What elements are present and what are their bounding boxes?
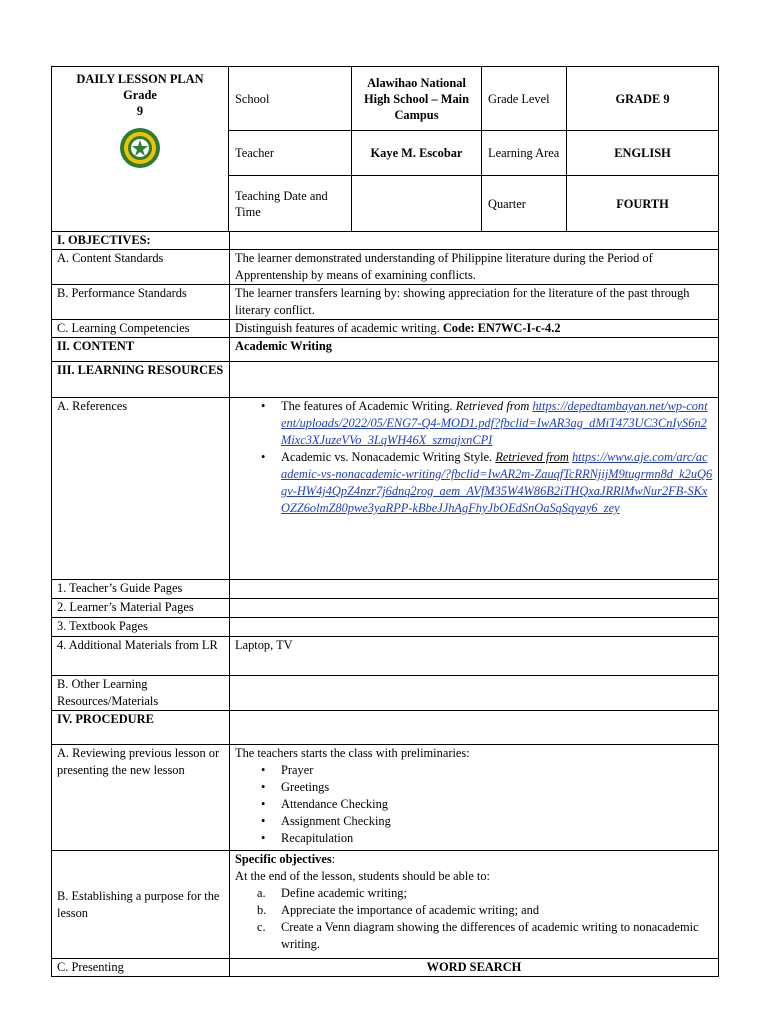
title-grade-line: Grade [123, 88, 157, 102]
other-resources-value [230, 676, 719, 711]
list-text: Create a Venn diagram showing the differences of academic writing to nonacademic writing. [281, 920, 699, 951]
title-grade-number: 9 [136, 104, 144, 118]
quarter-value: FOURTH [567, 176, 719, 232]
reference-item [235, 449, 713, 517]
school-value: Alawihao National High School – Main Campus [352, 67, 482, 131]
list-item [235, 919, 713, 953]
reference-retrieved: Retrieved from [495, 450, 569, 464]
list-text: Appreciate the importance of academic writing; and [281, 903, 540, 917]
lesson-plan-title [52, 67, 229, 232]
learning-area-label: Learning Area [482, 131, 567, 176]
content-standards-value: The learner demonstrated understanding of Philippine literature during the Period of Apprentenship by means of examining conflicts. [230, 250, 719, 285]
teacher-value: Kaye M. Escobar [352, 131, 482, 176]
teacher-label: Teacher [229, 131, 352, 176]
textbook-pages-label: 3. Textbook Pages [52, 618, 230, 637]
quarter-label: Quarter [482, 176, 567, 232]
references-value [230, 398, 719, 580]
reference-retrieved: Retrieved from [455, 399, 530, 413]
list-item [235, 902, 713, 919]
grade-level-value: GRADE 9 [567, 67, 719, 131]
list-item: • Assignment Checking [235, 813, 713, 830]
teachers-guide-label: 1. Teacher’s Guide Pages [52, 580, 230, 599]
learners-material-label: 2. Learner’s Material Pages [52, 599, 230, 618]
establishing-purpose-label: B. Establishing a purpose for the lesson [52, 851, 230, 959]
deped-seal-icon [119, 127, 161, 169]
performance-standards-value: The learner transfers learning by: showing appreciation for the literature of the past through literary conflict. [230, 285, 719, 320]
procedure-heading-blank [230, 711, 719, 745]
lesson-plan-table [51, 231, 719, 977]
learning-resources-heading: III. LEARNING RESOURCES [52, 362, 230, 398]
content-value: Academic Writing [230, 338, 719, 362]
objectives-heading-blank [230, 232, 719, 250]
additional-materials-label: 4. Additional Materials from LR [52, 637, 230, 676]
presenting-label: C. Presenting [52, 959, 230, 977]
learning-competencies-value [230, 320, 719, 338]
list-item: • Attendance Checking [235, 796, 713, 813]
procedure-heading: IV. PROCEDURE [52, 711, 230, 745]
reference-link[interactable]: https://www.aje.com/arc/academic-vs-nonacademic-writing/?fbclid=IwAR2m-ZauqfTcRRNjijM9tugrmn8d_k2uQ6gv-HW4j4QpZ4nzr7j6dnq2rog_aem_AVfM35W4W86B2iTHQxaJRRlMwNur2FB-SKxOZZ6olmZ80pwe3yaRPP-kBbeJJhAgFhyJbOEdSnOaSqSqyay6_zey [281, 450, 713, 515]
preliminaries-intro: The teachers starts the class with preliminaries: [235, 746, 470, 760]
references-label: A. References [52, 398, 230, 580]
additional-materials-value: Laptop, TV [230, 637, 719, 676]
list-text: Define academic writing; [281, 886, 407, 900]
references-list [235, 398, 713, 517]
school-label: School [229, 67, 352, 131]
specific-objectives-heading: Specific objectives: [235, 852, 336, 866]
other-resources-label: B. Other Learning Resources/Materials [52, 676, 230, 711]
learners-material-value [230, 599, 719, 618]
title-line: DAILY LESSON PLAN [76, 72, 204, 86]
list-item [235, 885, 713, 902]
establishing-purpose-value [230, 851, 719, 959]
learning-competencies-label: C. Learning Competencies [52, 320, 230, 338]
reference-title: The features of Academic Writing. [281, 399, 453, 413]
competency-code: Code: EN7WC-I-c-4.2 [442, 321, 561, 335]
specific-objectives-title: Specific objectives [235, 852, 332, 866]
objectives-intro: At the end of the lesson, students should be able to: [235, 869, 491, 883]
reference-item [235, 398, 713, 449]
reference-link[interactable]: https://depedtambayan.net/wp-content/uploads/2022/05/ENG7-Q4-MOD1.pdf?fbclid=IwAR3ag_dMiT473UC3CnIyS6n2Mixc3XJuzeVVo_3LqWH46X_szmajxnCPI [281, 399, 708, 447]
header-table [51, 66, 719, 232]
list-item: • Prayer [235, 762, 713, 779]
learning-area-value: ENGLISH [567, 131, 719, 176]
reviewing-lesson-value [230, 745, 719, 851]
reference-title: Academic vs. Nonacademic Writing Style. [281, 450, 493, 464]
grade-level-label: Grade Level [482, 67, 567, 131]
reviewing-lesson-label: A. Reviewing previous lesson or presenting the new lesson [52, 745, 230, 851]
list-marker: b. [257, 903, 267, 917]
objectives-heading: I. OBJECTIVES: [52, 232, 230, 250]
lesson-plan-page [51, 66, 718, 977]
textbook-pages-value [230, 618, 719, 637]
list-item: • Recapitulation [235, 830, 713, 847]
teaching-date-value [352, 176, 482, 232]
performance-standards-label: B. Performance Standards [52, 285, 230, 320]
list-marker: c. [257, 920, 266, 934]
specific-objectives-list [235, 885, 713, 953]
presenting-value: WORD SEARCH [230, 959, 719, 977]
list-marker: a. [257, 886, 266, 900]
list-item: • Greetings [235, 779, 713, 796]
competency-text: Distinguish features of academic writing. [235, 321, 440, 335]
teaching-date-label: Teaching Date and Time [229, 176, 352, 232]
learning-resources-blank [230, 362, 719, 398]
teachers-guide-value [230, 580, 719, 599]
preliminaries-list [235, 762, 713, 847]
content-heading: II. CONTENT [52, 338, 230, 362]
content-standards-label: A. Content Standards [52, 250, 230, 285]
